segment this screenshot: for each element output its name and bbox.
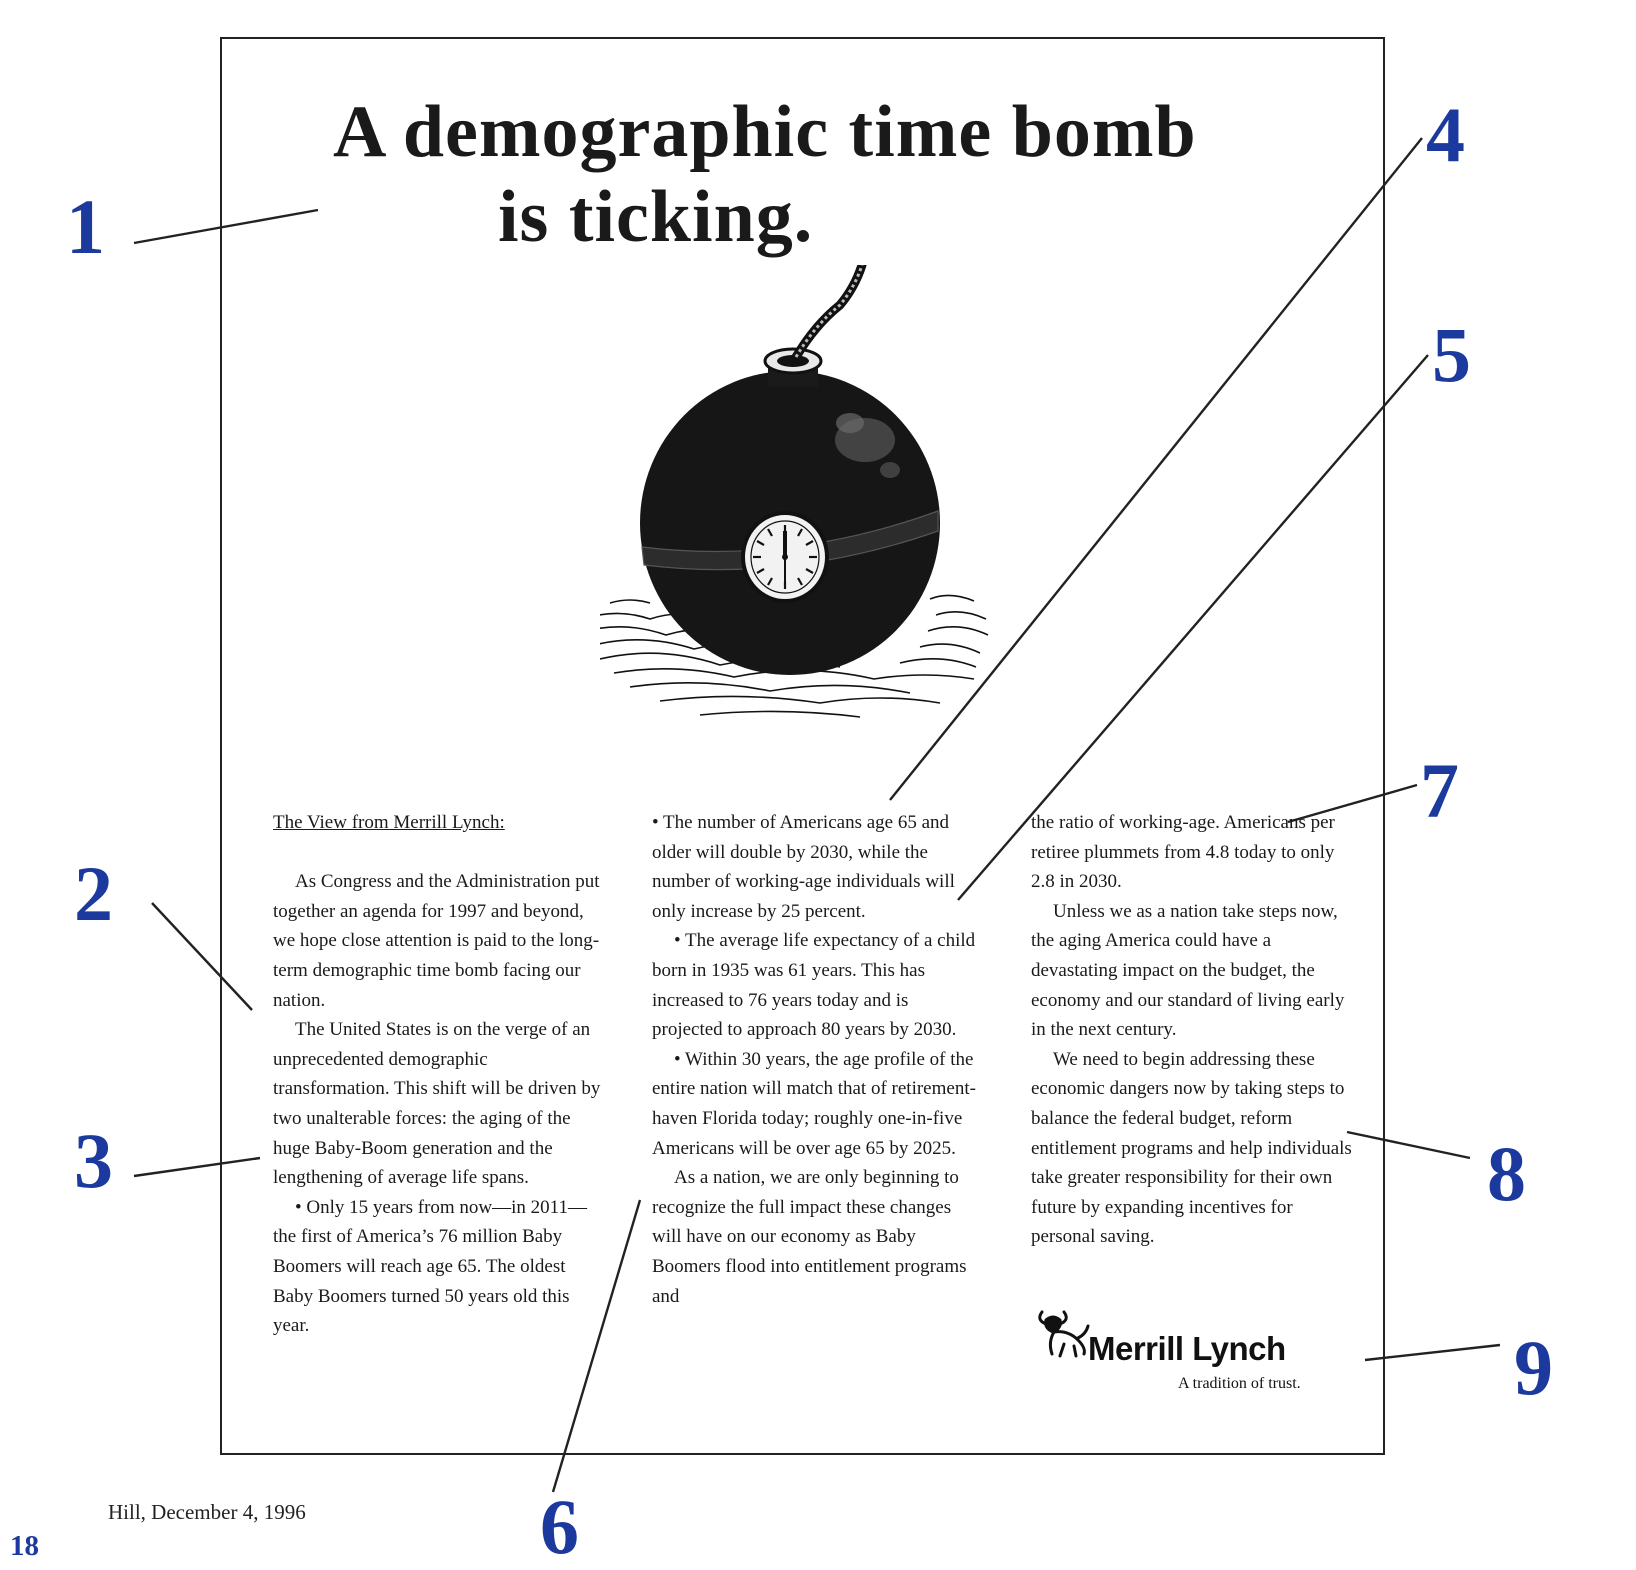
leader-line-4 bbox=[890, 138, 1422, 800]
callout-number-2: 2 bbox=[74, 850, 113, 937]
leader-line-2 bbox=[152, 903, 252, 1010]
source-caption: Hill, December 4, 1996 bbox=[108, 1500, 306, 1524]
column-heading: The View from Merrill Lynch: bbox=[273, 812, 505, 833]
leader-line-9 bbox=[1365, 1345, 1500, 1360]
callout-number-7: 7 bbox=[1420, 747, 1459, 834]
bullet-paragraph: • Only 15 years from now—in 2011—the first of America’s 76 million Baby Boomers will reach age 65. The oldest Baby Boomers turned 50 years old this year. bbox=[273, 1196, 587, 1337]
callout-number-1: 1 bbox=[66, 183, 105, 270]
callout-number-8: 8 bbox=[1487, 1130, 1526, 1217]
bullet-paragraph: • The number of Americans age 65 and older will double by 2030, while the number of working-age individuals will only increase by 25 percent. bbox=[652, 812, 955, 922]
paragraph: The United States is on the verge of an unprecedented demographic transformation. This shift will be driven by two unalterable forces: the aging of the huge Baby-Boom generation and the lengthening of average life spans. bbox=[273, 1019, 601, 1189]
callout-number-5: 5 bbox=[1432, 311, 1471, 398]
text-column-2 bbox=[652, 808, 982, 1311]
leader-line-3 bbox=[134, 1158, 260, 1176]
paragraph: As Congress and the Administration put together an agenda for 1997 and beyond, we hope close attention is paid to the long-term demographic time bomb facing our nation. bbox=[273, 871, 600, 1011]
paragraph: the ratio of working-age. Americans per retiree plummets from 4.8 today to only 2.8 in 2030. bbox=[1031, 812, 1335, 893]
text-column-3 bbox=[1031, 808, 1361, 1252]
logo-tagline: A tradition of trust. bbox=[1178, 1375, 1301, 1392]
leader-line-1 bbox=[134, 210, 318, 243]
paragraph: We need to begin addressing these economic dangers now by taking steps to balance the federal budget, reform entitlement programs and help individuals take greater responsibility for their own future by expanding incentives for personal saving. bbox=[1031, 1048, 1352, 1248]
headline-line-2: is ticking. bbox=[498, 176, 814, 258]
paragraph: Unless we as a nation take steps now, the aging America could have a devastating impact on the budget, the economy and our standard of living early in the next century. bbox=[1031, 900, 1345, 1041]
callout-number-4: 4 bbox=[1426, 91, 1465, 178]
paragraph: As a nation, we are only beginning to recognize the full impact these changes will have on our economy as Baby Boomers flood into entitlement programs and bbox=[652, 1167, 967, 1307]
bullet-paragraph: • The average life expectancy of a child born in 1935 was 61 years. This has increased to 76 years today and is projected to approach 80 years by 2030. bbox=[652, 930, 976, 1041]
bullet-paragraph: • Within 30 years, the age profile of the entire nation will match that of retirement-haven Florida today; roughly one-in-five Americans will be over age 65 by 2025. bbox=[652, 1048, 976, 1159]
merrill-lynch-wordmark: Merrill Lynch bbox=[1088, 1330, 1286, 1367]
headline-line-1: A demographic time bomb bbox=[333, 91, 1197, 173]
callout-number-9: 9 bbox=[1514, 1324, 1553, 1411]
leader-line-8 bbox=[1347, 1132, 1470, 1158]
callout-number-3: 3 bbox=[74, 1117, 113, 1204]
callout-number-6: 6 bbox=[540, 1483, 579, 1570]
text-column-1 bbox=[273, 808, 603, 1341]
bull-icon bbox=[1034, 1302, 1090, 1358]
page-number: 18 bbox=[10, 1530, 39, 1562]
